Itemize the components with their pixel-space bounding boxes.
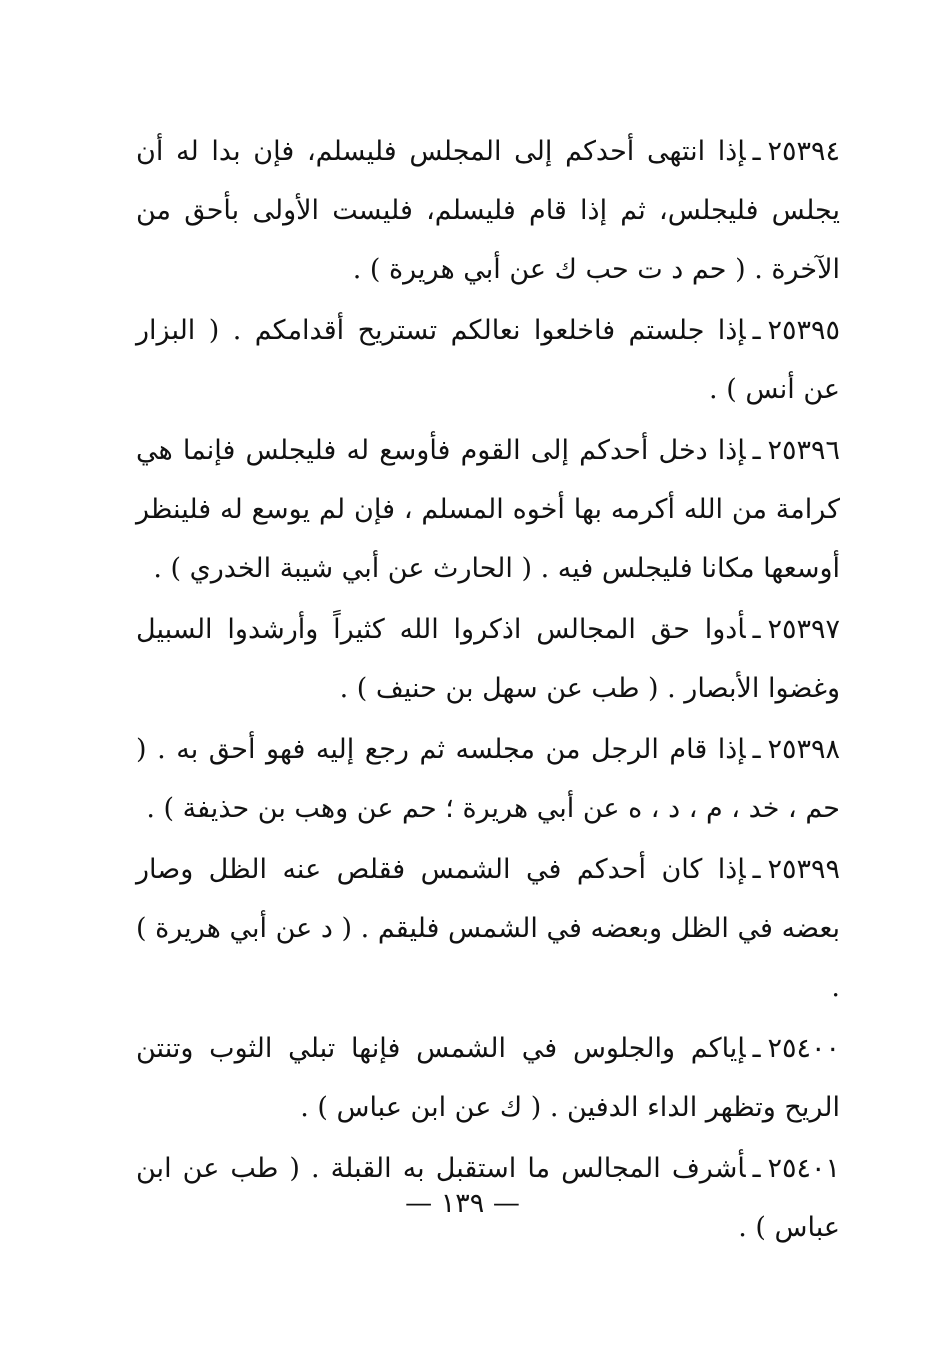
hadith-separator: ـ xyxy=(752,1033,761,1064)
hadith-separator: ـ xyxy=(752,435,761,466)
hadith-entry xyxy=(136,301,840,419)
hadith-text: إذا انتهى أحدكم إلى المجلس فليسلم، فإن بدا له أن يجلس فليجلس، ثم إذا قام فليسلم، فليست الأولى بأحق من الآخرة . ( حم د ت حب ك عن أبي هريرة ) . xyxy=(136,136,840,285)
hadith-number: ٢٥٣٩٩ xyxy=(767,854,840,885)
hadith-number: ٢٥٣٩٨ xyxy=(767,734,840,765)
hadith-text: إذا كان أحدكم في الشمس فقلص عنه الظل وصار بعضه في الظل وبعضه في الشمس فليقم . ( د عن أبي هريرة ) . xyxy=(136,854,840,1003)
hadith-entry xyxy=(136,600,840,718)
hadith-text-block xyxy=(136,122,840,1257)
hadith-separator: ـ xyxy=(752,854,761,885)
hadith-number: ٢٥٤٠٠ xyxy=(767,1033,840,1064)
hadith-number: ٢٥٤٠١ xyxy=(767,1153,840,1184)
hadith-number: ٢٥٣٩٦ xyxy=(767,435,840,466)
hadith-separator: ـ xyxy=(752,1153,761,1184)
hadith-text: إذا جلستم فاخلعوا نعالكم تستريح أقدامكم . ( البزار عن أنس ) . xyxy=(136,315,840,405)
hadith-separator: ـ xyxy=(752,734,761,765)
hadith-entry xyxy=(136,840,840,1017)
hadith-entry xyxy=(136,122,840,299)
hadith-text: أدوا حق المجالس اذكروا الله كثيراً وأرشدوا السبيل وغضوا الأبصار . ( طب عن سهل بن حنيف ) . xyxy=(136,614,840,704)
hadith-number: ٢٥٣٩٥ xyxy=(767,315,840,346)
hadith-text: إياكم والجلوس في الشمس فإنها تبلي الثوب وتنتن الريح وتظهر الداء الدفين . ( ك عن ابن عباس ) . xyxy=(136,1033,840,1123)
hadith-separator: ـ xyxy=(752,614,761,645)
hadith-separator: ـ xyxy=(752,136,761,167)
hadith-text: إذا دخل أحدكم إلى القوم فأوسع له فليجلس فإنما هي كرامة من الله أكرمه بها أخوه المسلم ، فإن لم يوسع له فلينظر أوسعها مكانا فليجلس فيه . ( الحارث عن أبي شيبة الخدري ) . xyxy=(136,435,840,584)
hadith-text: أشرف المجالس ما استقبل به القبلة . ( طب عن ابن عباس ) . xyxy=(136,1153,840,1243)
hadith-number: ٢٥٣٩٧ xyxy=(767,614,840,645)
hadith-text: إذا قام الرجل من مجلسه ثم رجع إليه فهو أحق به . ( حم ، خد ، م ، د ، ه عن أبي هريرة ؛ حم عن وهب بن حذيفة ) . xyxy=(136,734,840,824)
hadith-separator: ـ xyxy=(752,315,761,346)
page-number: — ١٣٩ — xyxy=(405,1188,520,1219)
hadith-entry xyxy=(136,720,840,838)
hadith-entry xyxy=(136,421,840,598)
hadith-number: ٢٥٣٩٤ xyxy=(767,136,840,167)
hadith-entry xyxy=(136,1019,840,1137)
